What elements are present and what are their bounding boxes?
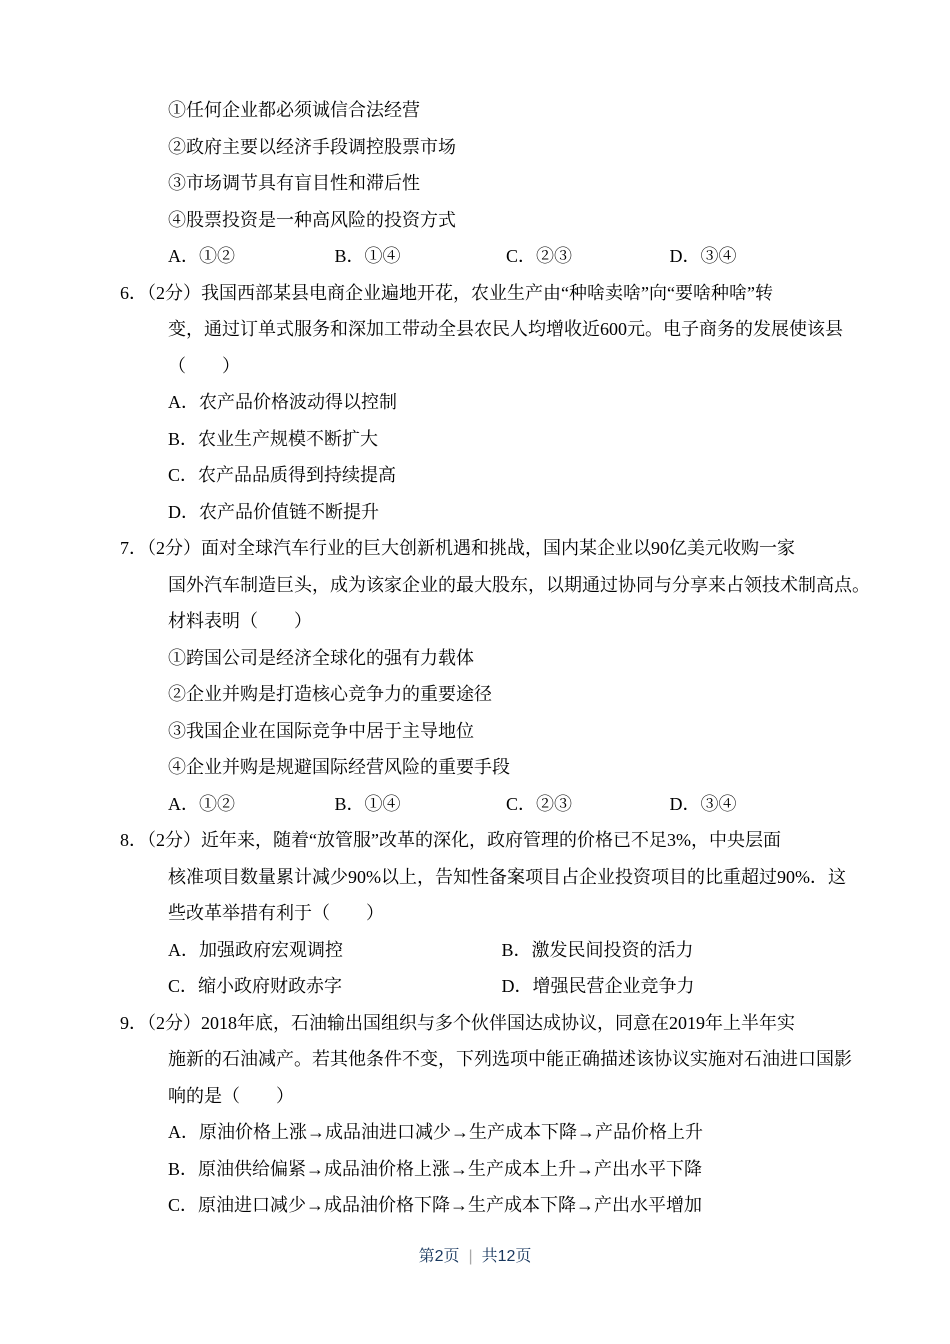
- choice-d: D．③④: [669, 246, 737, 266]
- choice-d: D．③④: [669, 793, 737, 814]
- question-stem-line: 些改革举措有利于（ ）: [168, 903, 384, 923]
- question-subitem: ②政府主要以经济手段调控股票市场: [168, 136, 456, 157]
- choices-row: [120, 238, 856, 275]
- question-6-block: [120, 275, 856, 531]
- question-stem-line: 核准项目数量累计减少90%以上，告知性备案项目占企业投资项目的比重超过90%．这: [168, 866, 846, 887]
- question-8-block: [120, 822, 856, 1005]
- option-line-b: B．原油供给偏紧→成品油价格上涨→生产成本上升→产出水平下降: [168, 1158, 703, 1179]
- options-row: [120, 968, 856, 1005]
- question-5-block: [120, 92, 856, 275]
- options-row: [120, 932, 856, 969]
- question-subitem: ①任何企业都必须诚信合法经营: [168, 100, 420, 120]
- page-footer: [0, 1243, 950, 1266]
- choice-b: B．①④: [334, 793, 401, 814]
- question-subitem: ③我国企业在国际竞争中居于主导地位: [168, 720, 474, 741]
- option-line-a: A．农产品价格波动得以控制: [168, 392, 397, 412]
- question-stem-line: 变，通过订单式服务和深加工带动全县农民人均增收近600元。电子商务的发展使该县: [168, 319, 843, 339]
- choices-row: [120, 786, 856, 823]
- choice-a: A．①②: [168, 246, 235, 266]
- question-stem-line: 国外汽车制造巨头，成为该家企业的最大股东，以期通过协同与分享来占领技术制高点。: [168, 574, 870, 595]
- question-stem-line: 8．（2分）近年来，随着“放管服”改革的深化，政府管理的价格已不足3%，中央层面: [120, 830, 781, 850]
- option-a: A．加强政府宏观调控: [168, 939, 343, 960]
- question-7-block: [120, 530, 870, 822]
- question-stem-line: 材料表明（ ）: [168, 611, 312, 631]
- option-line-c: C．原油进口减少→成品油价格下降→生产成本下降→产出水平增加: [168, 1195, 703, 1215]
- question-subitem: ②企业并购是打造核心竞争力的重要途径: [168, 684, 492, 704]
- choice-b: B．①④: [334, 246, 401, 266]
- option-line-a: A．原油价格上涨→成品油进口减少→生产成本下降→产品价格上升: [168, 1122, 703, 1142]
- page-total-label: 共12页: [481, 1248, 532, 1265]
- question-9-block: [120, 1005, 856, 1224]
- question-stem-line: 施新的石油减产。若其他条件不变，下列选项中能正确描述该协议实施对石油进口国影: [168, 1049, 852, 1069]
- option-c: C．缩小政府财政赤字: [168, 976, 343, 996]
- question-stem-line: 响的是（ ）: [168, 1085, 294, 1106]
- question-subitem: ①跨国公司是经济全球化的强有力载体: [168, 647, 474, 668]
- question-stem-line: 6．（2分）我国西部某县电商企业遍地开花，农业生产由“种啥卖啥”向“要啥种啥”转: [120, 282, 773, 303]
- choice-c: C．②③: [506, 793, 573, 814]
- question-subitem: ③市场调节具有盲目性和滞后性: [168, 173, 420, 193]
- option-line-b: B．农业生产规模不断扩大: [168, 428, 379, 449]
- option-d: D．增强民营企业竞争力: [501, 976, 695, 996]
- choice-c: C．②③: [506, 246, 573, 266]
- choice-a: A．①②: [168, 793, 235, 814]
- option-b: B．激发民间投资的活力: [501, 939, 694, 960]
- question-stem-line: 7．（2分）面对全球汽车行业的巨大创新机遇和挑战，国内某企业以90亿美元收购一家: [120, 538, 795, 558]
- question-subitem: ④企业并购是规避国际经营风险的重要手段: [168, 757, 510, 777]
- question-stem-line: 9．（2分）2018年底，石油输出国组织与多个伙伴国达成协议，同意在2019年上半年实: [120, 1012, 795, 1033]
- question-stem-line: （ ）: [168, 355, 240, 376]
- footer-separator: |: [468, 1248, 473, 1265]
- page-number-label: 第2页: [418, 1248, 460, 1265]
- option-line-c: C．农产品品质得到持续提高: [168, 465, 397, 485]
- exam-content: [120, 92, 870, 1224]
- option-line-d: D．农产品价值链不断提升: [168, 501, 379, 522]
- question-subitem: ④股票投资是一种高风险的投资方式: [168, 209, 456, 230]
